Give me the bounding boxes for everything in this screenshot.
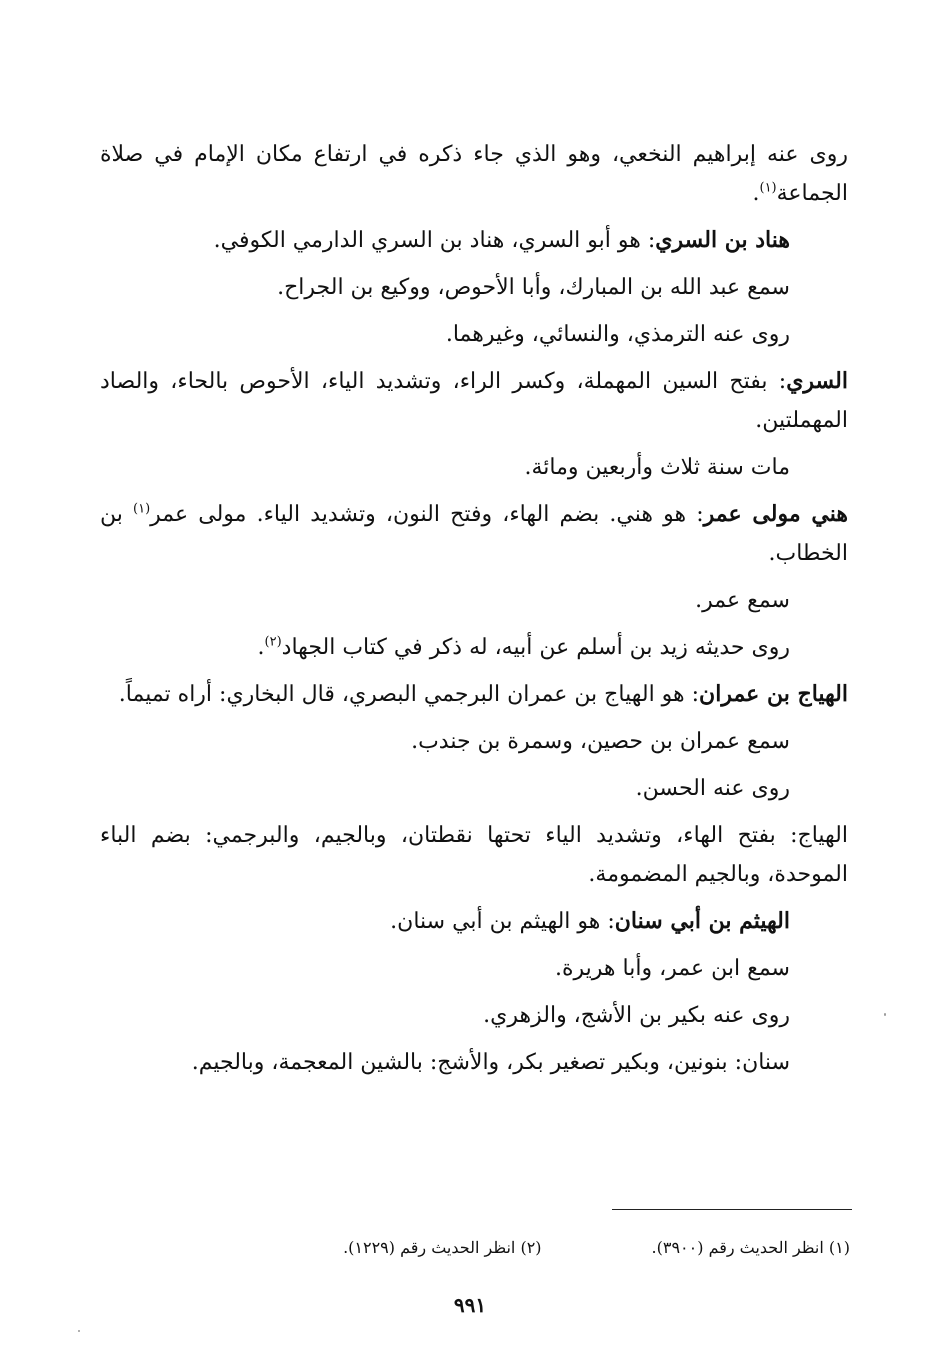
- paragraph: [100, 816, 848, 894]
- paragraph: [100, 949, 848, 988]
- paragraph-text: روى حديثه زيد بن أسلم عن أبيه، له ذكر في كتاب الجهاد: [281, 635, 790, 660]
- paragraph: [100, 448, 848, 487]
- paragraph: [100, 581, 848, 620]
- footnote-divider: [612, 1209, 852, 1210]
- footnote-ref: (٢): [264, 634, 282, 650]
- entry-heading: [100, 221, 848, 260]
- paragraph-text: : بفتح السين المهملة، وكسر الراء، وتشديد الياء، الأحوص بالحاء، والصاد المهملتين.: [100, 369, 848, 433]
- paragraph-text: روى عنه الحسن.: [635, 776, 790, 801]
- entry-name: الهياج بن عمران: [699, 681, 848, 707]
- paragraph: [100, 1043, 848, 1082]
- entry-heading: [100, 495, 848, 573]
- paragraph-text: .: [257, 635, 265, 660]
- paragraph-text: سمع عبد الله بن المبارك، وأبا الأحوص، ووكيع بن الجراح.: [277, 275, 790, 300]
- footnote-ref: (١): [759, 180, 777, 196]
- entry-name: هني مولى عمر: [703, 501, 848, 527]
- paragraph-text: روى عنه إبراهيم النخعي، وهو الذي جاء ذكره في ارتفاع مكان الإمام في صلاة الجماعة: [100, 142, 848, 206]
- paragraph-text: : هو هني. بضم الهاء، وفتح النون، وتشديد الياء. مولى عمر: [150, 502, 704, 527]
- scan-speck: [78, 1330, 80, 1332]
- main-text: [100, 135, 848, 1090]
- paragraph: [100, 315, 848, 354]
- paragraph: [100, 135, 848, 213]
- paragraph-text: سنان: بنونين، وبكير تصغير بكر، والأشج: بالشين المعجمة، وبالجيم.: [191, 1050, 790, 1075]
- entry-heading: [100, 902, 848, 941]
- paragraph: [100, 362, 848, 440]
- entry-name: هناد بن السري: [655, 227, 790, 253]
- scan-speck: [884, 1013, 886, 1016]
- footnotes: [250, 1236, 850, 1260]
- entry-heading: [100, 675, 848, 714]
- paragraph-text: الهياج: بفتح الهاء، وتشديد الياء تحتها نقطتان، وبالجيم، والبرجمي: بضم الباء الموحدة، وبالجيم المضمومة.: [100, 823, 848, 887]
- paragraph: [100, 722, 848, 761]
- paragraph: [100, 268, 848, 307]
- entry-name: الهيثم بن أبي سنان: [614, 908, 790, 934]
- paragraph-text: .: [752, 181, 760, 206]
- paragraph-text: بن الخطاب.: [100, 502, 848, 566]
- paragraph-text: سمع عمران بن حصين، وسمرة بن جندب.: [411, 729, 790, 754]
- paragraph-text: : هو أبو السري، هناد بن السري الدارمي الكوفي.: [213, 228, 656, 253]
- paragraph-text: روى عنه بكير بن الأشج، والزهري.: [483, 1003, 790, 1028]
- paragraph: [100, 628, 848, 667]
- paragraph-text: سمع ابن عمر، وأبا هريرة.: [555, 956, 790, 981]
- paragraph-text: روى عنه الترمذي، والنسائي، وغيرهما.: [445, 322, 790, 347]
- footnote-ref: (١): [133, 501, 151, 517]
- paragraph-text: : هو الهياج بن عمران البرجمي البصري، قال البخاري: أراه تميماً.: [118, 682, 700, 707]
- paragraph: [100, 769, 848, 808]
- footnote-2: (٢) انظر الحديث رقم (١٢٢٩).: [343, 1238, 542, 1257]
- paragraph-text: مات سنة ثلاث وأربعين ومائة.: [524, 455, 790, 480]
- paragraph: [100, 996, 848, 1035]
- paragraph-text: سمع عمر.: [695, 588, 790, 613]
- term: السري: [786, 368, 848, 394]
- page-number: ٩٩١: [453, 1293, 487, 1317]
- paragraph-text: : هو الهيثم بن أبي سنان.: [390, 909, 615, 934]
- footnote-1: (١) انظر الحديث رقم (٣٩٠٠).: [651, 1238, 850, 1257]
